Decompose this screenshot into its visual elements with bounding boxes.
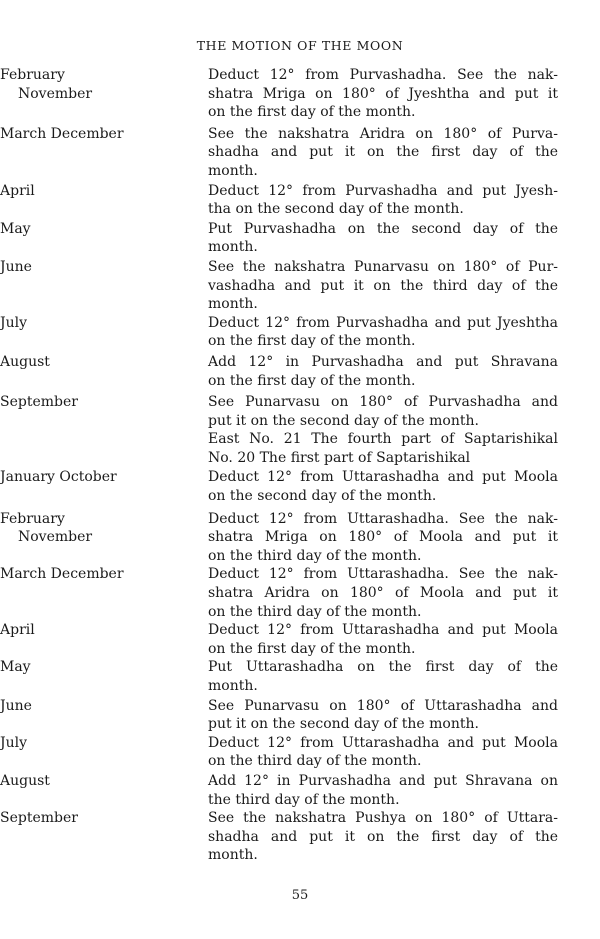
entry-row	[0, 125, 600, 181]
text-line: Deduct 12° from Purvashadha and put Jyeshtha	[208, 314, 558, 331]
month-label	[0, 353, 200, 372]
instruction-text	[208, 393, 558, 430]
month-line: May	[0, 220, 31, 237]
instruction-text	[208, 468, 558, 505]
text-line: month.	[208, 678, 258, 694]
instruction-text	[208, 658, 558, 695]
month-line: February	[0, 67, 65, 83]
text-line: shadha and put it on the first day of the	[208, 144, 558, 161]
text-line: shatra Mriga on 180° of Moola and put it	[208, 529, 558, 546]
instruction-text	[208, 314, 558, 351]
text-line: See the nakshatra Punarvasu on 180° of Pur-	[208, 258, 558, 275]
text-line: Put Purvashadha on the second day of the	[208, 220, 558, 237]
month-label	[0, 809, 200, 828]
month-label	[0, 510, 200, 547]
month-line: June	[0, 258, 32, 275]
month-line: November	[18, 529, 93, 546]
month-label	[0, 220, 200, 239]
entry-row	[0, 220, 600, 257]
month-line: September	[0, 394, 78, 411]
month-label	[0, 393, 200, 412]
month-line: February	[0, 510, 65, 527]
instruction-text	[208, 125, 558, 181]
text-line: on the first day of the month.	[208, 333, 416, 350]
instruction-text	[208, 697, 558, 734]
text-line: Deduct 12° from Purvashadha. See the nak-	[208, 67, 558, 83]
entry-row	[0, 468, 600, 505]
text-line: tha on the second day of the month.	[208, 201, 464, 218]
text-line: on the third day of the month.	[208, 753, 422, 770]
entry-row	[0, 182, 600, 219]
text-line: No. 20 The first part of Saptarishikal	[208, 449, 471, 466]
text-line: See the nakshatra Aridra on 180° of Purva-	[208, 125, 558, 142]
month-label	[0, 66, 200, 103]
entry-row	[0, 314, 600, 351]
instruction-text	[208, 258, 558, 314]
text-line: Deduct 12° from Uttarashadha and put Moola	[208, 734, 558, 751]
entry-row	[0, 734, 600, 771]
instruction-text	[208, 220, 558, 257]
month-label	[0, 658, 200, 677]
month-line: June	[0, 697, 32, 714]
instruction-text	[208, 66, 558, 122]
text-line: Deduct 12° from Uttarashadha. See the nak-	[208, 510, 558, 527]
entry-row	[0, 430, 600, 467]
month-line: April	[0, 622, 35, 639]
entry-row	[0, 393, 600, 430]
text-line: on the third day of the month.	[208, 547, 422, 564]
entry-row	[0, 258, 600, 314]
entry-row	[0, 66, 600, 122]
text-line: See Punarvasu on 180° of Purvashadha and	[208, 394, 558, 411]
text-line: put it on the second day of the month.	[208, 716, 479, 733]
instruction-text	[208, 734, 558, 771]
text-line: on the third day of the month.	[208, 603, 422, 620]
text-line: vashadha and put it on the third day of the	[208, 277, 558, 294]
month-line: April	[0, 182, 35, 199]
text-line: month.	[208, 847, 258, 864]
entry-row	[0, 510, 600, 566]
month-label	[0, 468, 200, 487]
text-line: See Punarvasu on 180° of Uttarashadha and	[208, 697, 558, 714]
text-line: on the first day of the month.	[208, 104, 416, 121]
text-line: shatra Aridra on 180° of Moola and put it	[208, 585, 558, 602]
text-line: East No. 21 The fourth part of Saptarishikal	[208, 431, 558, 448]
month-label	[0, 258, 200, 277]
text-line: shadha and put it on the first day of the	[208, 828, 558, 845]
month-line: July	[0, 314, 28, 331]
text-line: Deduct 12° from Uttarashadha and put Moola	[208, 622, 558, 639]
instruction-text	[208, 182, 558, 219]
entries-list	[0, 66, 600, 865]
text-line: Deduct 12° from Uttarashadha. See the nak-	[208, 566, 558, 583]
text-line: Deduct 12° from Uttarashadha and put Moola	[208, 469, 558, 486]
text-line: on the first day of the month.	[208, 640, 416, 657]
text-line: Deduct 12° from Purvashadha and put Jyesh-	[208, 182, 558, 199]
text-line: Add 12° in Purvashadha and put Shravana	[208, 353, 558, 370]
entry-row	[0, 621, 600, 658]
month-line: September	[0, 810, 78, 827]
text-line: shatra Mriga on 180° of Jyeshtha and put it	[208, 85, 558, 102]
text-line: Add 12° in Purvashadha and put Shravana on	[208, 772, 558, 789]
month-label	[0, 565, 200, 584]
running-header: THE MOTION OF THE MOON	[196, 38, 404, 53]
month-label	[0, 182, 200, 201]
instruction-text	[208, 565, 558, 621]
month-label	[0, 772, 200, 791]
instruction-text	[208, 809, 558, 865]
month-line: May	[0, 659, 31, 676]
instruction-text	[208, 621, 558, 658]
instruction-text	[208, 353, 558, 390]
page-number: 55	[291, 888, 309, 903]
text-line: the third day of the month.	[208, 791, 400, 808]
entry-row	[0, 353, 600, 390]
text-line: put it on the second day of the month.	[208, 412, 479, 429]
month-label	[0, 697, 200, 716]
entry-row	[0, 697, 600, 734]
instruction-text	[208, 430, 558, 467]
month-line: March December	[0, 125, 124, 142]
month-label	[0, 314, 200, 333]
month-line: August	[0, 353, 50, 370]
text-line: month.	[208, 239, 258, 256]
month-label	[0, 621, 200, 640]
text-line: See the nakshatra Pushya on 180° of Uttara-	[208, 810, 558, 827]
text-line: on the first day of the month.	[208, 372, 416, 389]
month-line: March December	[0, 566, 124, 583]
month-line: January October	[0, 469, 117, 486]
entry-row	[0, 772, 600, 809]
text-line: on the second day of the month.	[208, 488, 437, 505]
text-line: Put Uttarashadha on the first day of the	[208, 659, 558, 676]
month-line: July	[0, 734, 28, 751]
text-line: month.	[208, 296, 258, 313]
entry-row	[0, 565, 600, 621]
instruction-text	[208, 772, 558, 809]
entry-row	[0, 809, 600, 865]
month-line: August	[0, 772, 50, 789]
instruction-text	[208, 510, 558, 566]
entry-row	[0, 658, 600, 695]
month-label	[0, 125, 200, 144]
month-label	[0, 734, 200, 753]
month-line: November	[18, 85, 93, 102]
text-line: month.	[208, 162, 258, 179]
